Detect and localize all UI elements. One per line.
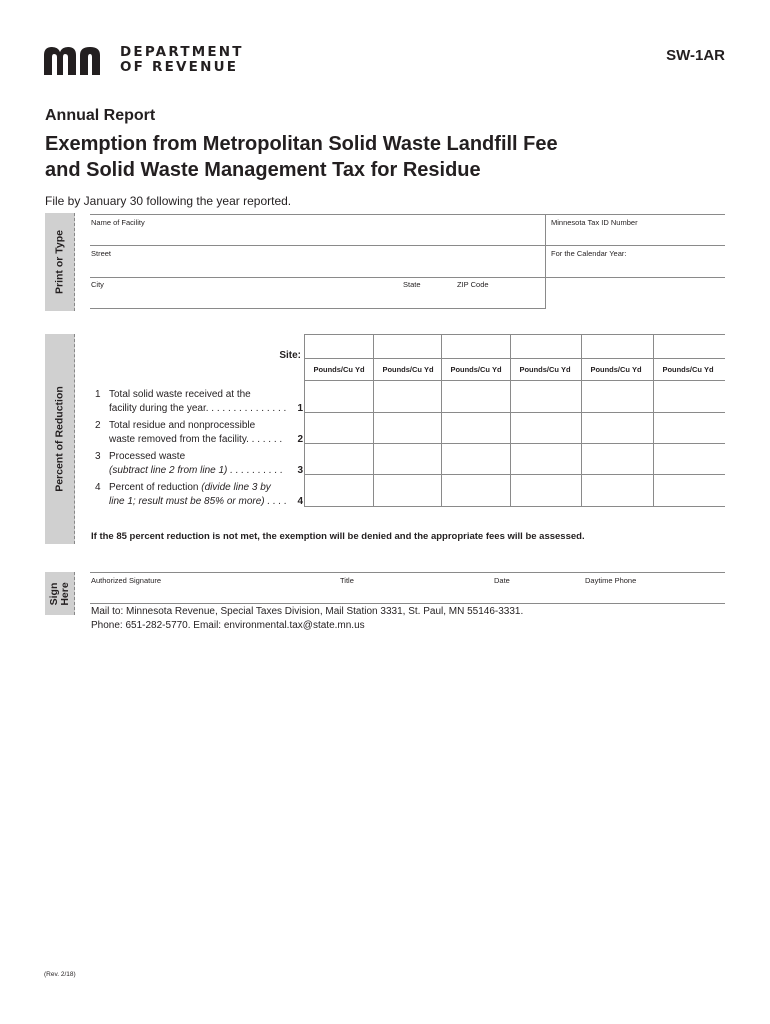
divider — [90, 245, 725, 246]
column-header: Pounds/Cu Yd — [313, 365, 365, 374]
line-1-ref: 1 — [297, 403, 303, 414]
grid-line — [304, 506, 725, 507]
line-4-number: 4 — [95, 482, 101, 493]
line-3-number: 3 — [95, 451, 101, 462]
line-1-number: 1 — [95, 389, 101, 400]
line-2-text: Total residue and nonprocessible — [109, 420, 256, 431]
dept-line-2: OF REVENUE — [120, 59, 239, 75]
line-4-text-italic: (divide line 3 by — [201, 482, 271, 493]
site-label: Site: — [279, 350, 301, 361]
title-line-1: Exemption from Metropolitan Solid Waste Landfill Fee — [45, 133, 558, 155]
line-3 — [95, 450, 303, 478]
line-2-ref: 2 — [297, 434, 303, 445]
title-line-2: and Solid Waste Management Tax for Residue — [45, 159, 481, 181]
column-header: Pounds/Cu Yd — [590, 365, 642, 374]
city-field[interactable]: City — [91, 280, 104, 289]
line-1-text-cont: facility during the year. . . . . . . . . . . . . . . — [109, 403, 287, 414]
percent-of-reduction-sidebar — [45, 334, 75, 544]
name-of-facility-field[interactable]: Name of Facility — [91, 218, 145, 227]
file-by-instruction: File by January 30 following the year reported. — [45, 194, 292, 208]
line-3-ref: 3 — [297, 465, 303, 476]
grid-line — [304, 358, 725, 359]
signature-field[interactable]: Authorized Signature — [91, 576, 162, 585]
contact-info: Phone: 651-282-5770. Email: environmental.tax@state.mn.us — [91, 620, 365, 631]
column-header: Pounds/Cu Yd — [382, 365, 434, 374]
divider — [90, 214, 725, 215]
street-field[interactable]: Street — [91, 249, 112, 258]
state-field[interactable]: State — [403, 280, 421, 289]
sign-here-sidebar — [45, 572, 75, 615]
tax-id-field[interactable]: Minnesota Tax ID Number — [551, 218, 638, 227]
grid-line — [304, 334, 725, 335]
divider — [545, 214, 546, 308]
department-logo — [44, 44, 244, 78]
divider — [90, 277, 725, 278]
column-header: Pounds/Cu Yd — [519, 365, 571, 374]
divider — [90, 603, 725, 604]
mailing-instructions — [91, 605, 523, 633]
divider — [90, 308, 546, 309]
revision-date: (Rev. 2/18) — [44, 971, 76, 978]
print-or-type-sidebar — [45, 213, 75, 311]
sign-label-line-2: Here — [58, 581, 71, 606]
line-4-ref: 4 — [297, 496, 303, 507]
daytime-phone-field[interactable]: Daytime Phone — [585, 576, 637, 585]
sign-here-label — [49, 582, 71, 605]
reduction-note: If the 85 percent reduction is not met, the exemption will be denied and the appropriate fees will be assessed. — [91, 531, 585, 542]
line-4-text-cont: line 1; result must be 85% or more) . . . . — [109, 496, 287, 507]
line-4-text: Percent of reduction — [109, 482, 199, 493]
zip-field[interactable]: ZIP Code — [457, 280, 489, 289]
line-1 — [95, 388, 303, 416]
date-field[interactable]: Date — [494, 576, 510, 585]
dept-line-1: DEPARTMENT — [120, 44, 244, 60]
line-4 — [95, 481, 303, 509]
report-subtitle: Annual Report — [45, 107, 156, 124]
line-2-text-cont: waste removed from the facility. . . . . . . — [109, 434, 283, 445]
divider — [90, 572, 725, 573]
column-header: Pounds/Cu Yd — [662, 365, 714, 374]
title-field[interactable]: Title — [340, 576, 354, 585]
percent-of-reduction-label: Percent of Reduction — [53, 386, 65, 492]
line-3-text-cont: (subtract line 2 from line 1) . . . . . . . . . . — [109, 465, 283, 476]
site-data-grid[interactable] — [305, 381, 725, 505]
line-2-number: 2 — [95, 420, 101, 431]
line-3-text: Processed waste — [109, 451, 186, 462]
print-or-type-label: Print or Type — [53, 230, 65, 294]
calendar-year-field[interactable]: For the Calendar Year: — [551, 249, 627, 258]
form-id: SW-1AR — [666, 47, 725, 64]
page-title — [45, 131, 645, 183]
mn-logo-icon — [44, 47, 112, 75]
line-2 — [95, 419, 303, 447]
column-header: Pounds/Cu Yd — [450, 365, 502, 374]
line-1-text: Total solid waste received at the — [109, 389, 251, 400]
sign-label-line-1: Sign — [47, 582, 60, 605]
mail-address: Mail to: Minnesota Revenue, Special Taxes Division, Mail Station 3331, St. Paul, MN 55146-3331. — [91, 606, 524, 617]
